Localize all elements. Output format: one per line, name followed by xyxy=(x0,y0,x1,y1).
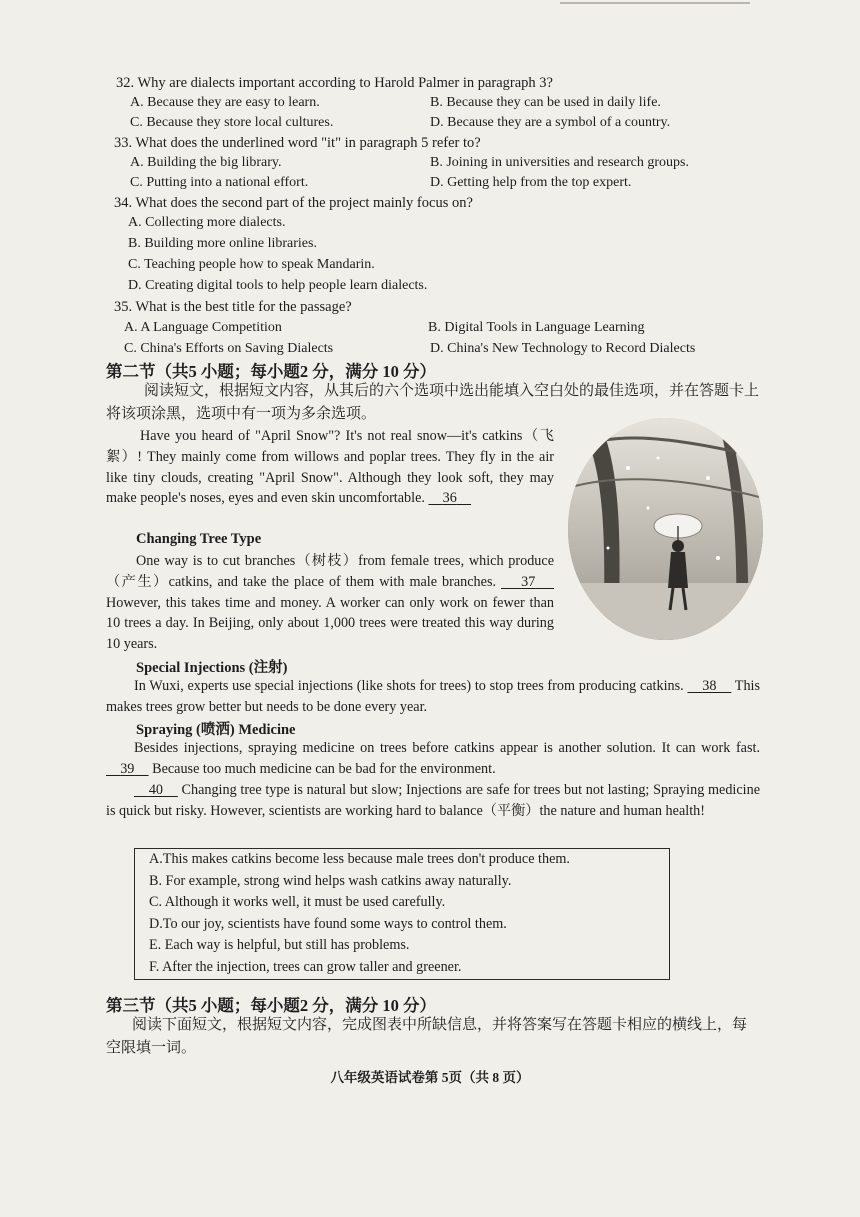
paragraph-special-injections: In Wuxi, experts use special injections (like shots for trees) to stop trees from producing catkins. 38 This makes trees grow better but needs to be done every year. xyxy=(106,678,761,715)
question-33-stem: 33. What does the underlined word "it" in paragraph 5 refer to? xyxy=(114,135,481,151)
heading-changing-tree-type: Changing Tree Type xyxy=(136,531,262,547)
answer-option-a: A.This makes catkins become less because male trees don't produce them. xyxy=(149,851,570,867)
section-2-title: 第二节（共5 小题；每小题2 分，满分 10 分） xyxy=(106,362,436,381)
question-33-option-d: D. Getting help from the top expert. xyxy=(430,175,632,190)
answer-options-box xyxy=(134,848,670,980)
paragraph-conclusion: 40 Changing tree type is natural but slow; Injections are safe for trees but not lasting; Spraying medicine is quick but risky. However, scientists are working hard to balance（平衡）the nature and human health! xyxy=(106,782,761,819)
question-35-option-d: D. China's New Technology to Record Dialects xyxy=(430,341,696,356)
section-2-instruction: 阅读短文，根据短文内容，从其后的六个选项中选出能填入空白处的最佳选项，并在答题卡上将该项涂黑，选项中有一项为多余选项。 xyxy=(106,383,760,422)
question-35-option-c: C. China's Efforts on Saving Dialects xyxy=(124,341,334,356)
question-34-option-a: A. Collecting more dialects. xyxy=(128,215,286,230)
question-32-option-b: B. Because they can be used in daily life. xyxy=(430,95,661,110)
answer-option-f: F. After the injection, trees can grow taller and greener. xyxy=(149,958,462,975)
question-35-option-b: B. Digital Tools in Language Learning xyxy=(428,320,645,335)
question-33-option-c: C. Putting into a national effort. xyxy=(130,175,309,190)
question-34-option-b: B. Building more online libraries. xyxy=(128,236,317,251)
passage-intro xyxy=(106,426,554,509)
answer-option-d: D.To our joy, scientists have found some ways to control them. xyxy=(149,915,507,932)
answer-option-e: E. Each way is helpful, but still has problems. xyxy=(149,937,410,954)
question-34-stem: 34. What does the second part of the project mainly focus on? xyxy=(114,195,473,211)
blank-39: 39 xyxy=(120,760,135,777)
question-32-option-a: A. Because they are easy to learn. xyxy=(130,95,320,110)
question-34-option-c: C. Teaching people how to speak Mandarin. xyxy=(128,257,375,272)
question-33-option-a: A. Building the big library. xyxy=(130,155,282,170)
question-32-stem: 32. Why are dialects important according to Harold Palmer in paragraph 3? xyxy=(116,75,553,91)
question-35-stem: 35. What is the best title for the passage? xyxy=(114,299,352,315)
question-33-option-b: B. Joining in universities and research groups. xyxy=(430,155,689,170)
question-32-option-d: D. Because they are a symbol of a country. xyxy=(430,115,671,130)
woman-umbrella-image xyxy=(568,418,763,640)
question-34-option-d: D. Creating digital tools to help people learn dialects. xyxy=(128,278,428,293)
paragraph-spraying-medicine: Besides injections, spraying medicine on trees before catkins appear is another solution. It can work fast. 39 Because too much medicine can be bad for the environment. xyxy=(106,738,760,780)
answer-option-c: C. Although it works well, it must be used carefully. xyxy=(149,894,446,911)
heading-spraying-medicine: Spraying (喷洒) Medicine xyxy=(136,722,296,738)
question-32-option-c: C. Because they store local cultures. xyxy=(130,115,334,130)
question-35-option-a: A. A Language Competition xyxy=(124,320,282,335)
blank-40: 40 xyxy=(148,782,163,798)
blank-38: 38 xyxy=(702,678,717,694)
top-edge-line xyxy=(560,2,750,4)
blank-37: 37 xyxy=(521,573,536,590)
april-snow-photo xyxy=(568,418,763,640)
answer-option-b: B. For example, strong wind helps wash catkins away naturally. xyxy=(149,872,512,889)
blank-36: 36 xyxy=(442,490,457,507)
passage-intro-text: Have you heard of "April Snow"? It's not real snow—it's catkins（飞絮）! They mainly come from willows and poplar trees. They fly in the air like tiny clouds, creating "April Snow". Although they look soft, they may make people's noses, eyes and even skin uncomfortable. xyxy=(106,428,554,507)
heading-special-injections: Special Injections (注射) xyxy=(136,660,288,676)
paragraph-changing-tree-type: One way is to cut branches（树枝）from female trees, which produce（产生）catkins, and take the place of them with male branches. 37 However, this takes time and money. A worker can only work on fewer than 10 trees a day. In Beijing, only about 1,000 trees were treated this way during 10 years. xyxy=(106,553,554,653)
section-3-title: 第三节（共5 小题；每小题2 分，满分 10 分） xyxy=(106,996,436,1015)
section-3-instruction: 阅读下面短文，根据短文内容，完成图表中所缺信息，并将答案写在答题卡相应的横线上，每空限填一词。 xyxy=(106,1017,748,1056)
page-footer: 八年级英语试卷第 5页（共 8 页） xyxy=(330,1070,530,1085)
